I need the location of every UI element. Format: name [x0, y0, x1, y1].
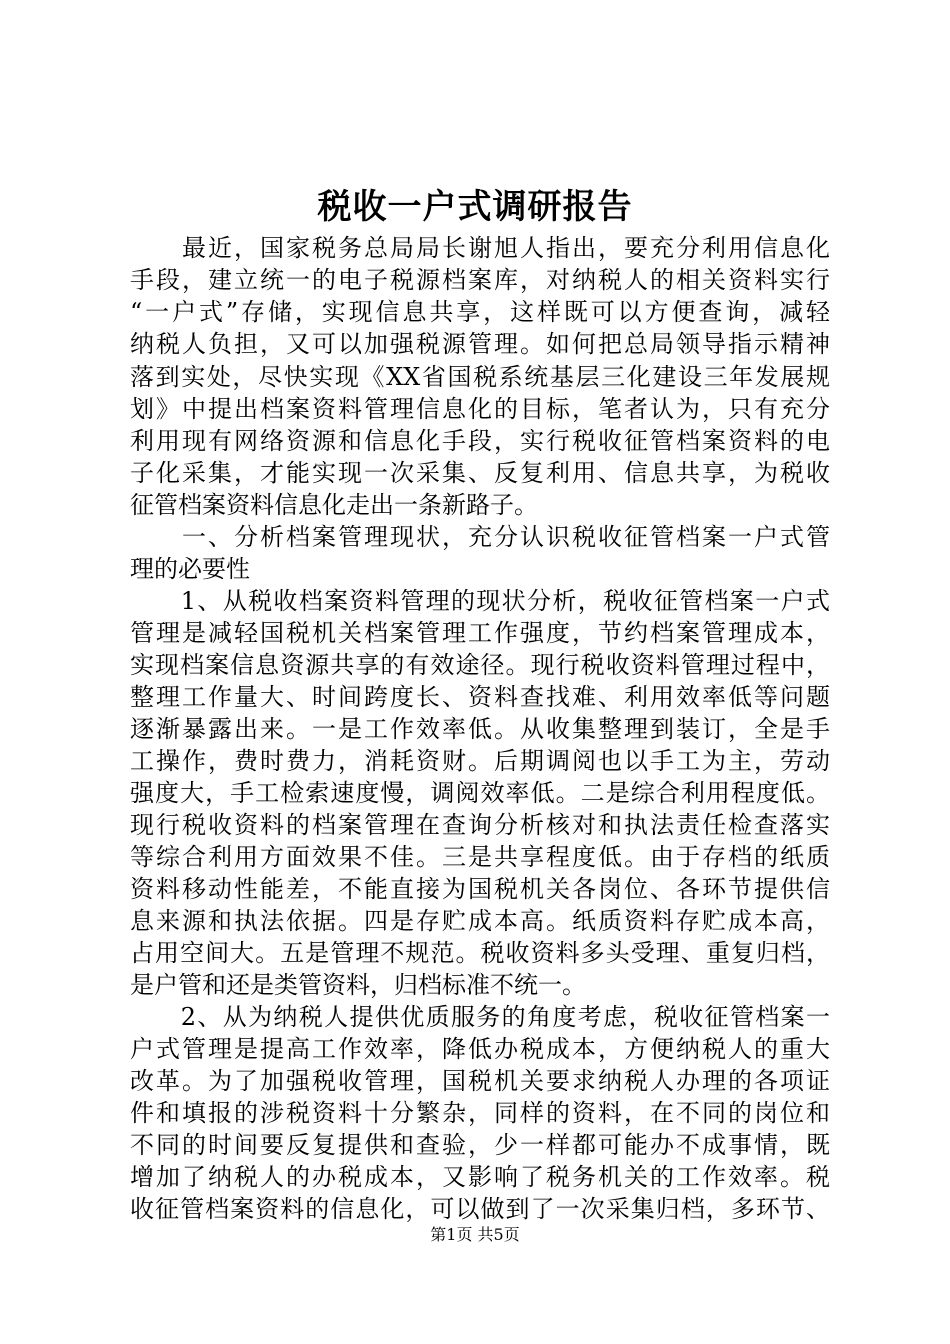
page-footer: 第1页 共5页 — [430, 1225, 520, 1244]
page-title: 税收一户式调研报告 — [317, 187, 633, 227]
body-text-line: 理的必要性 — [130, 555, 250, 583]
body-text-line: 手段，建立统一的电子税源档案库，对纳税人的相关资料实行 — [130, 266, 830, 294]
body-text-line: 工操作，费时费力，消耗资财。后期调阅也以手工为主，劳动 — [130, 747, 830, 775]
body-text-line: 逐渐暴露出来。一是工作效率低。从收集整理到装订，全是手 — [130, 715, 830, 743]
body-text-line: 是户管和还是类管资料，归档标准不统一。 — [130, 971, 586, 999]
body-text-line: 息来源和执法依据。四是存贮成本高。纸质资料存贮成本高， — [130, 907, 830, 935]
body-text-line: 改革。为了加强税收管理，国税机关要求纳税人办理的各项证 — [130, 1067, 830, 1095]
body-text-line: 不同的时间要反复提供和查验，少一样都可能办不成事情，既 — [130, 1131, 830, 1159]
body-text-line: 落到实处，尽快实现《XX省国税系统基层三化建设三年发展规 — [130, 363, 830, 391]
body-text-line: 占用空间大。五是管理不规范。税收资料多头受理、重复归档， — [130, 939, 830, 967]
body-text-line: 现行税收资料的档案管理在查询分析核对和执法责任检查落实 — [130, 811, 830, 839]
body-text-line: 强度大，手工检索速度慢，调阅效率低。二是综合利用程度低。 — [130, 779, 830, 807]
body-text-line: 征管档案资料信息化走出一条新路子。 — [130, 491, 538, 519]
body-text-line: “一户式”存储，实现信息共享，这样既可以方便查询，减轻 — [130, 298, 830, 326]
body-text-line: 子化采集，才能实现一次采集、反复利用、信息共享，为税收 — [130, 459, 830, 487]
body-text-line: 户式管理是提高工作效率，降低办税成本，方便纳税人的重大 — [130, 1035, 830, 1063]
body-text-line: 实现档案信息资源共享的有效途径。现行税收资料管理过程中， — [130, 651, 830, 679]
body-text-line: 利用现有网络资源和信息化手段，实行税收征管档案资料的电 — [130, 427, 830, 455]
body-text-line: 资料移动性能差，不能直接为国税机关各岗位、各环节提供信 — [130, 875, 830, 903]
body-text-line: 划》中提出档案资料管理信息化的目标，笔者认为，只有充分 — [130, 395, 830, 423]
body-text-line: 增加了纳税人的办税成本，又影响了税务机关的工作效率。税 — [130, 1163, 830, 1191]
body-text-line: 2、从为纳税人提供优质服务的角度考虑，税收征管档案一 — [130, 1003, 830, 1031]
body-text-line: 收征管档案资料的信息化，可以做到了一次采集归档，多环节、 — [130, 1195, 830, 1223]
body-text-line: 整理工作量大、时间跨度长、资料查找难、利用效率低等问题 — [130, 683, 830, 711]
body-text-line: 一、分析档案管理现状，充分认识税收征管档案一户式管 — [130, 523, 830, 551]
body-text-line: 纳税人负担，又可以加强税源管理。如何把总局领导指示精神 — [130, 330, 830, 358]
body-text-line: 最近，国家税务总局局长谢旭人指出，要充分利用信息化 — [130, 234, 830, 262]
body-text-line: 管理是减轻国税机关档案管理工作强度，节约档案管理成本， — [130, 619, 830, 647]
body-text-line: 1、从税收档案资料管理的现状分析，税收征管档案一户式 — [130, 587, 830, 615]
body-text-line: 等综合利用方面效果不佳。三是共享程度低。由于存档的纸质 — [130, 843, 830, 871]
body-text-line: 件和填报的涉税资料十分繁杂，同样的资料，在不同的岗位和 — [130, 1099, 830, 1127]
